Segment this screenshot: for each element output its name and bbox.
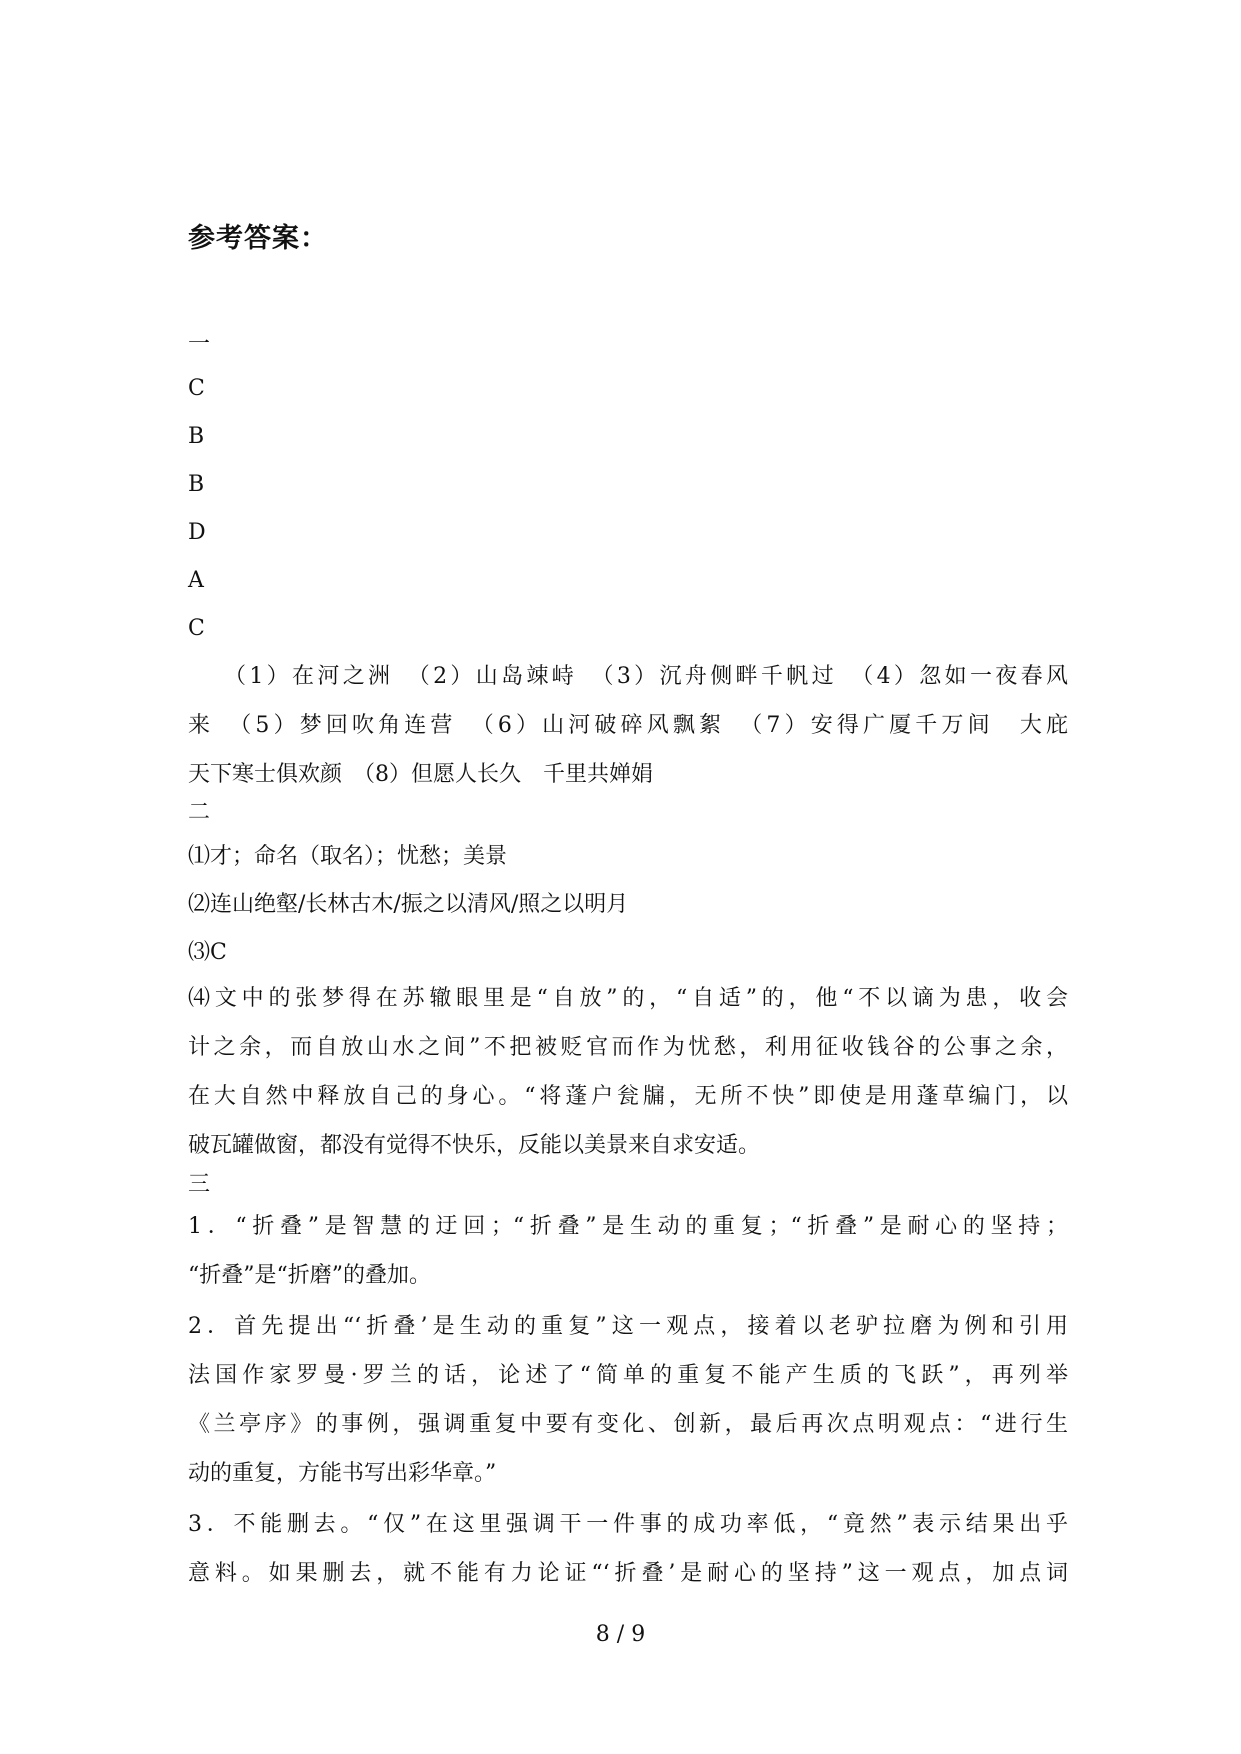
answer-row: 1．“折叠”是智慧的迂回；“折叠”是生动的重复；“折叠”是耐心的坚持； (188, 1214, 1068, 1239)
section-three-answer-1 (188, 1202, 1068, 1300)
section-two-answer-3: ⑶C (188, 940, 227, 965)
choice-answer-4: D (188, 520, 206, 545)
section-two-label: 二 (188, 800, 211, 825)
fill-in-answers (188, 652, 1068, 799)
choice-answer-1: C (188, 376, 205, 401)
answer-row: 法国作家罗曼·罗兰的话，论述了“简单的重复不能产生质的飞跃”，再列举 (188, 1363, 1068, 1388)
fill-in-row: （1）在河之洲 （2）山岛竦峙 （3）沉舟侧畔千帆过 （4）忽如一夜春风 (224, 664, 1068, 689)
choice-answer-5: A (188, 568, 204, 593)
fill-in-row: 天下寒士俱欢颜 （8）但愿人长久 千里共婵娟 (188, 762, 653, 787)
answer-row: ⑷文中的张梦得在苏辙眼里是“自放”的，“自适”的，他“不以谪为患，收会 (188, 986, 1068, 1011)
answer-key-heading: 参考答案： (188, 223, 328, 254)
answer-row: 意料。如果删去，就不能有力论证“‘折叠’是耐心的坚持”这一观点，加点词 (188, 1561, 1068, 1586)
answer-row: 动的重复，方能书写出彩华章。” (188, 1461, 497, 1486)
answer-row: “折叠”是“折磨”的叠加。 (188, 1263, 431, 1288)
section-two-answer-4 (188, 974, 1068, 1170)
fill-in-row: 来 （5）梦回吹角连营 （6）山河破碎风飘絮 （7）安得广厦千万间 大庇 (188, 713, 1068, 738)
answer-row: 在大自然中释放自己的身心。“将蓬户瓮牖，无所不快”即使是用蓬草编门，以 (188, 1084, 1068, 1109)
answer-row: 3．不能删去。“仅”在这里强调干一件事的成功率低，“竟然”表示结果出乎 (188, 1512, 1068, 1537)
choice-answer-2: B (188, 424, 205, 449)
answer-row: 2．首先提出“‘折叠’是生动的重复”这一观点，接着以老驴拉磨为例和引用 (188, 1314, 1068, 1339)
choice-answer-6: C (188, 616, 205, 641)
section-two-answer-1: ⑴才；命名（取名）；忧愁；美景 (188, 844, 508, 869)
answer-row: 《兰亭序》的事例，强调重复中要有变化、创新，最后再次点明观点：“进行生 (188, 1412, 1068, 1437)
section-three-answer-3 (188, 1500, 1068, 1598)
section-three-answer-2 (188, 1302, 1068, 1498)
page-number: 8 / 9 (595, 1622, 646, 1647)
choice-answer-3: B (188, 472, 205, 497)
section-two-answer-2: ⑵连山绝壑/长林古木/振之以清风/照之以明月 (188, 892, 629, 917)
section-one-label: 一 (188, 332, 211, 357)
answer-row: 破瓦罐做窗，都没有觉得不快乐，反能以美景来自求安适。 (188, 1133, 761, 1158)
answer-row: 计之余，而自放山水之间”不把被贬官而作为忧愁，利用征收钱谷的公事之余， (188, 1035, 1068, 1060)
section-three-label: 三 (188, 1172, 211, 1197)
